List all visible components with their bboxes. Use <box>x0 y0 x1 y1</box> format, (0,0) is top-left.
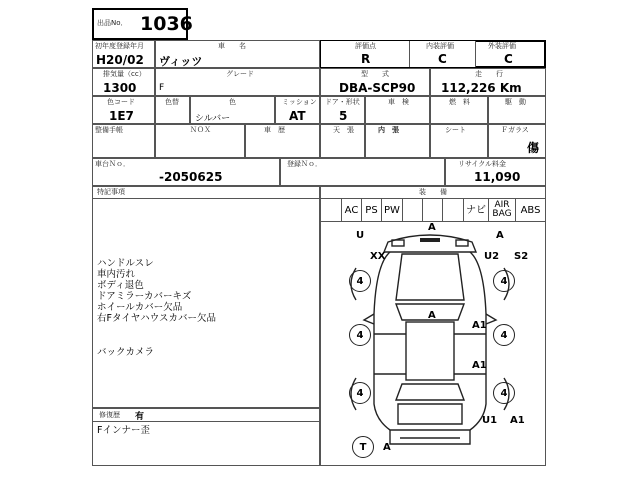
car-front-bumper <box>384 235 476 252</box>
damage-mark: U1 <box>482 415 498 426</box>
repair-note: Fインナー歪 <box>97 425 150 436</box>
displacement-cell <box>92 68 155 96</box>
damage-mark: A1 <box>510 415 525 426</box>
chassis-cell <box>92 158 280 186</box>
remark-line: ハンドルスレ <box>97 258 154 269</box>
car-name-label: 車 名 <box>218 42 246 50</box>
car-mirror <box>364 314 374 324</box>
tire-depth-circle: 4 <box>349 324 371 346</box>
mileage-cell <box>430 68 546 96</box>
damage-mark: U <box>356 230 365 241</box>
exterior-score-value: C <box>504 52 513 66</box>
repaint-cell <box>155 96 190 124</box>
exterior-score-label: 外装評価 <box>488 42 516 50</box>
drive-cell <box>488 96 546 124</box>
tire-depth-circle: 4 <box>349 270 371 292</box>
remark-line: 右Fタイヤハウスカバー欠品 <box>97 313 216 324</box>
equipment-ps: PS <box>361 198 382 222</box>
doors-value: 5 <box>339 109 348 123</box>
mileage-value: 112,226 Km <box>441 81 522 95</box>
displacement-value: 1300 <box>103 81 137 95</box>
registration-label: 登録Ｎｏ． <box>287 160 322 168</box>
mission-value: AT <box>289 109 306 123</box>
equipment-airbag: AIR BAG <box>488 198 516 222</box>
damage-mark: A1 <box>472 320 487 331</box>
color-label: 色 <box>229 98 236 106</box>
color-code-value: 1E7 <box>109 109 134 123</box>
car-rear-window <box>396 384 464 400</box>
year-value: H20/02 <box>96 53 144 67</box>
car-rear-bumper <box>390 430 470 444</box>
grade-label: 評価点 <box>355 42 376 50</box>
nox-label: ＮＯＸ <box>190 126 211 134</box>
displacement-label: 排気量（cc） <box>103 70 146 78</box>
year-cell <box>92 40 155 68</box>
color-cell <box>190 96 275 124</box>
damage-mark: A <box>428 222 436 233</box>
roof-label: 天 張 <box>333 126 354 134</box>
equipment-cell <box>422 198 443 222</box>
trim-value: F <box>159 83 165 93</box>
repair-label: 修復歴 <box>99 411 120 419</box>
lot-number-box <box>92 8 193 40</box>
glass-label: Ｆガラス <box>501 126 529 134</box>
mission-cell <box>275 96 320 124</box>
exterior-score-cell <box>476 41 544 67</box>
trim-cell <box>155 68 320 96</box>
color-value: シルバー <box>195 114 231 124</box>
tire-depth-circle: 4 <box>493 382 515 404</box>
car-roof <box>406 322 454 380</box>
car-tailgate <box>398 404 462 424</box>
fuel-label: 燃 料 <box>449 98 470 106</box>
equipment-label: 装 備 <box>419 188 447 196</box>
equipment-pw: PW <box>381 198 403 222</box>
equipment-cell <box>402 198 423 222</box>
repair-value: 有 <box>135 412 145 422</box>
remark-line: ホイールカバー欠品 <box>97 302 183 313</box>
nox-cell <box>155 124 245 158</box>
interior-score-cell <box>410 41 476 67</box>
car-body-outline <box>374 252 486 430</box>
seat-label: シート <box>445 126 466 134</box>
remarks-label: 特記事項 <box>97 188 125 196</box>
chassis-value: -2050625 <box>159 170 223 184</box>
repair-panel <box>92 408 320 466</box>
inspection-label: 車 検 <box>388 98 409 106</box>
car-name-value: ヴィッツ <box>159 55 203 68</box>
damage-mark: A <box>383 442 391 453</box>
mileage-label: 走 行 <box>475 70 503 78</box>
repaint-label: 色替 <box>165 98 179 106</box>
damage-mark: A <box>428 310 436 321</box>
roof-cell <box>320 124 365 158</box>
seat-cell <box>430 124 488 158</box>
equipment-abs: ABS <box>515 198 546 222</box>
tire-depth-circle: 4 <box>349 382 371 404</box>
glass-value: 傷 <box>527 141 540 155</box>
trim-label: グレード <box>226 70 254 78</box>
fuel-cell <box>430 96 488 124</box>
equipment-navi: ナビ <box>463 198 489 222</box>
history-cell <box>245 124 320 158</box>
recycle-value: 11,090 <box>474 170 521 184</box>
model-cell <box>320 68 430 96</box>
chassis-label: 車台Ｎｏ． <box>95 160 130 168</box>
tire-depth-circle: 4 <box>493 324 515 346</box>
glass-cell <box>488 124 546 158</box>
remark-line: ボディ退色 <box>97 280 144 291</box>
equipment-cell <box>320 198 342 222</box>
color-code-cell <box>92 96 155 124</box>
mission-label: ミッション <box>282 98 317 106</box>
interior-trim-label: 内 張 <box>378 126 399 134</box>
manual-label: 整備手帳 <box>95 126 123 134</box>
damage-mark: XX <box>370 251 386 262</box>
remark-line: ドアミラーカバーキズ <box>97 291 192 302</box>
drive-label: 駆 動 <box>505 98 526 106</box>
history-label: 車 歴 <box>264 126 285 134</box>
lot-number-label: 出品No． <box>97 19 128 27</box>
interior-score-value: C <box>438 52 447 66</box>
year-label: 初年度登録年月 <box>95 42 144 50</box>
damage-mark: A <box>496 230 504 241</box>
car-name-cell <box>155 40 320 68</box>
lot-number-value: 1036 <box>140 13 193 35</box>
equipment-ac: AC <box>341 198 362 222</box>
model-label: 型 式 <box>361 70 389 78</box>
interior-trim-cell <box>365 124 430 158</box>
inspection-cell <box>365 96 430 124</box>
tire-depth-circle: 4 <box>493 270 515 292</box>
model-value: DBA-SCP90 <box>339 81 416 95</box>
doors-cell <box>320 96 365 124</box>
color-code-label: 色コード <box>107 98 135 106</box>
recycle-cell <box>445 158 546 186</box>
damage-mark: S2 <box>514 251 529 262</box>
grade-cell <box>321 41 410 67</box>
car-hood <box>396 254 464 300</box>
grade-value: R <box>361 52 371 66</box>
interior-score-label: 内装評価 <box>426 42 454 50</box>
remark-line: 車内汚れ <box>97 269 136 280</box>
remark-extra: バックカメラ <box>97 347 155 358</box>
registration-cell <box>280 158 445 186</box>
trunk-circle: T <box>352 436 374 458</box>
damage-mark: U2 <box>484 251 500 262</box>
remarks-divider <box>93 198 319 199</box>
damage-mark: A1 <box>472 360 487 371</box>
doors-label: ドア・形状 <box>325 98 360 106</box>
equipment-cell <box>442 198 464 222</box>
car-mirror <box>486 314 496 324</box>
recycle-label: リサイクル料金 <box>458 160 507 168</box>
manual-cell <box>92 124 155 158</box>
